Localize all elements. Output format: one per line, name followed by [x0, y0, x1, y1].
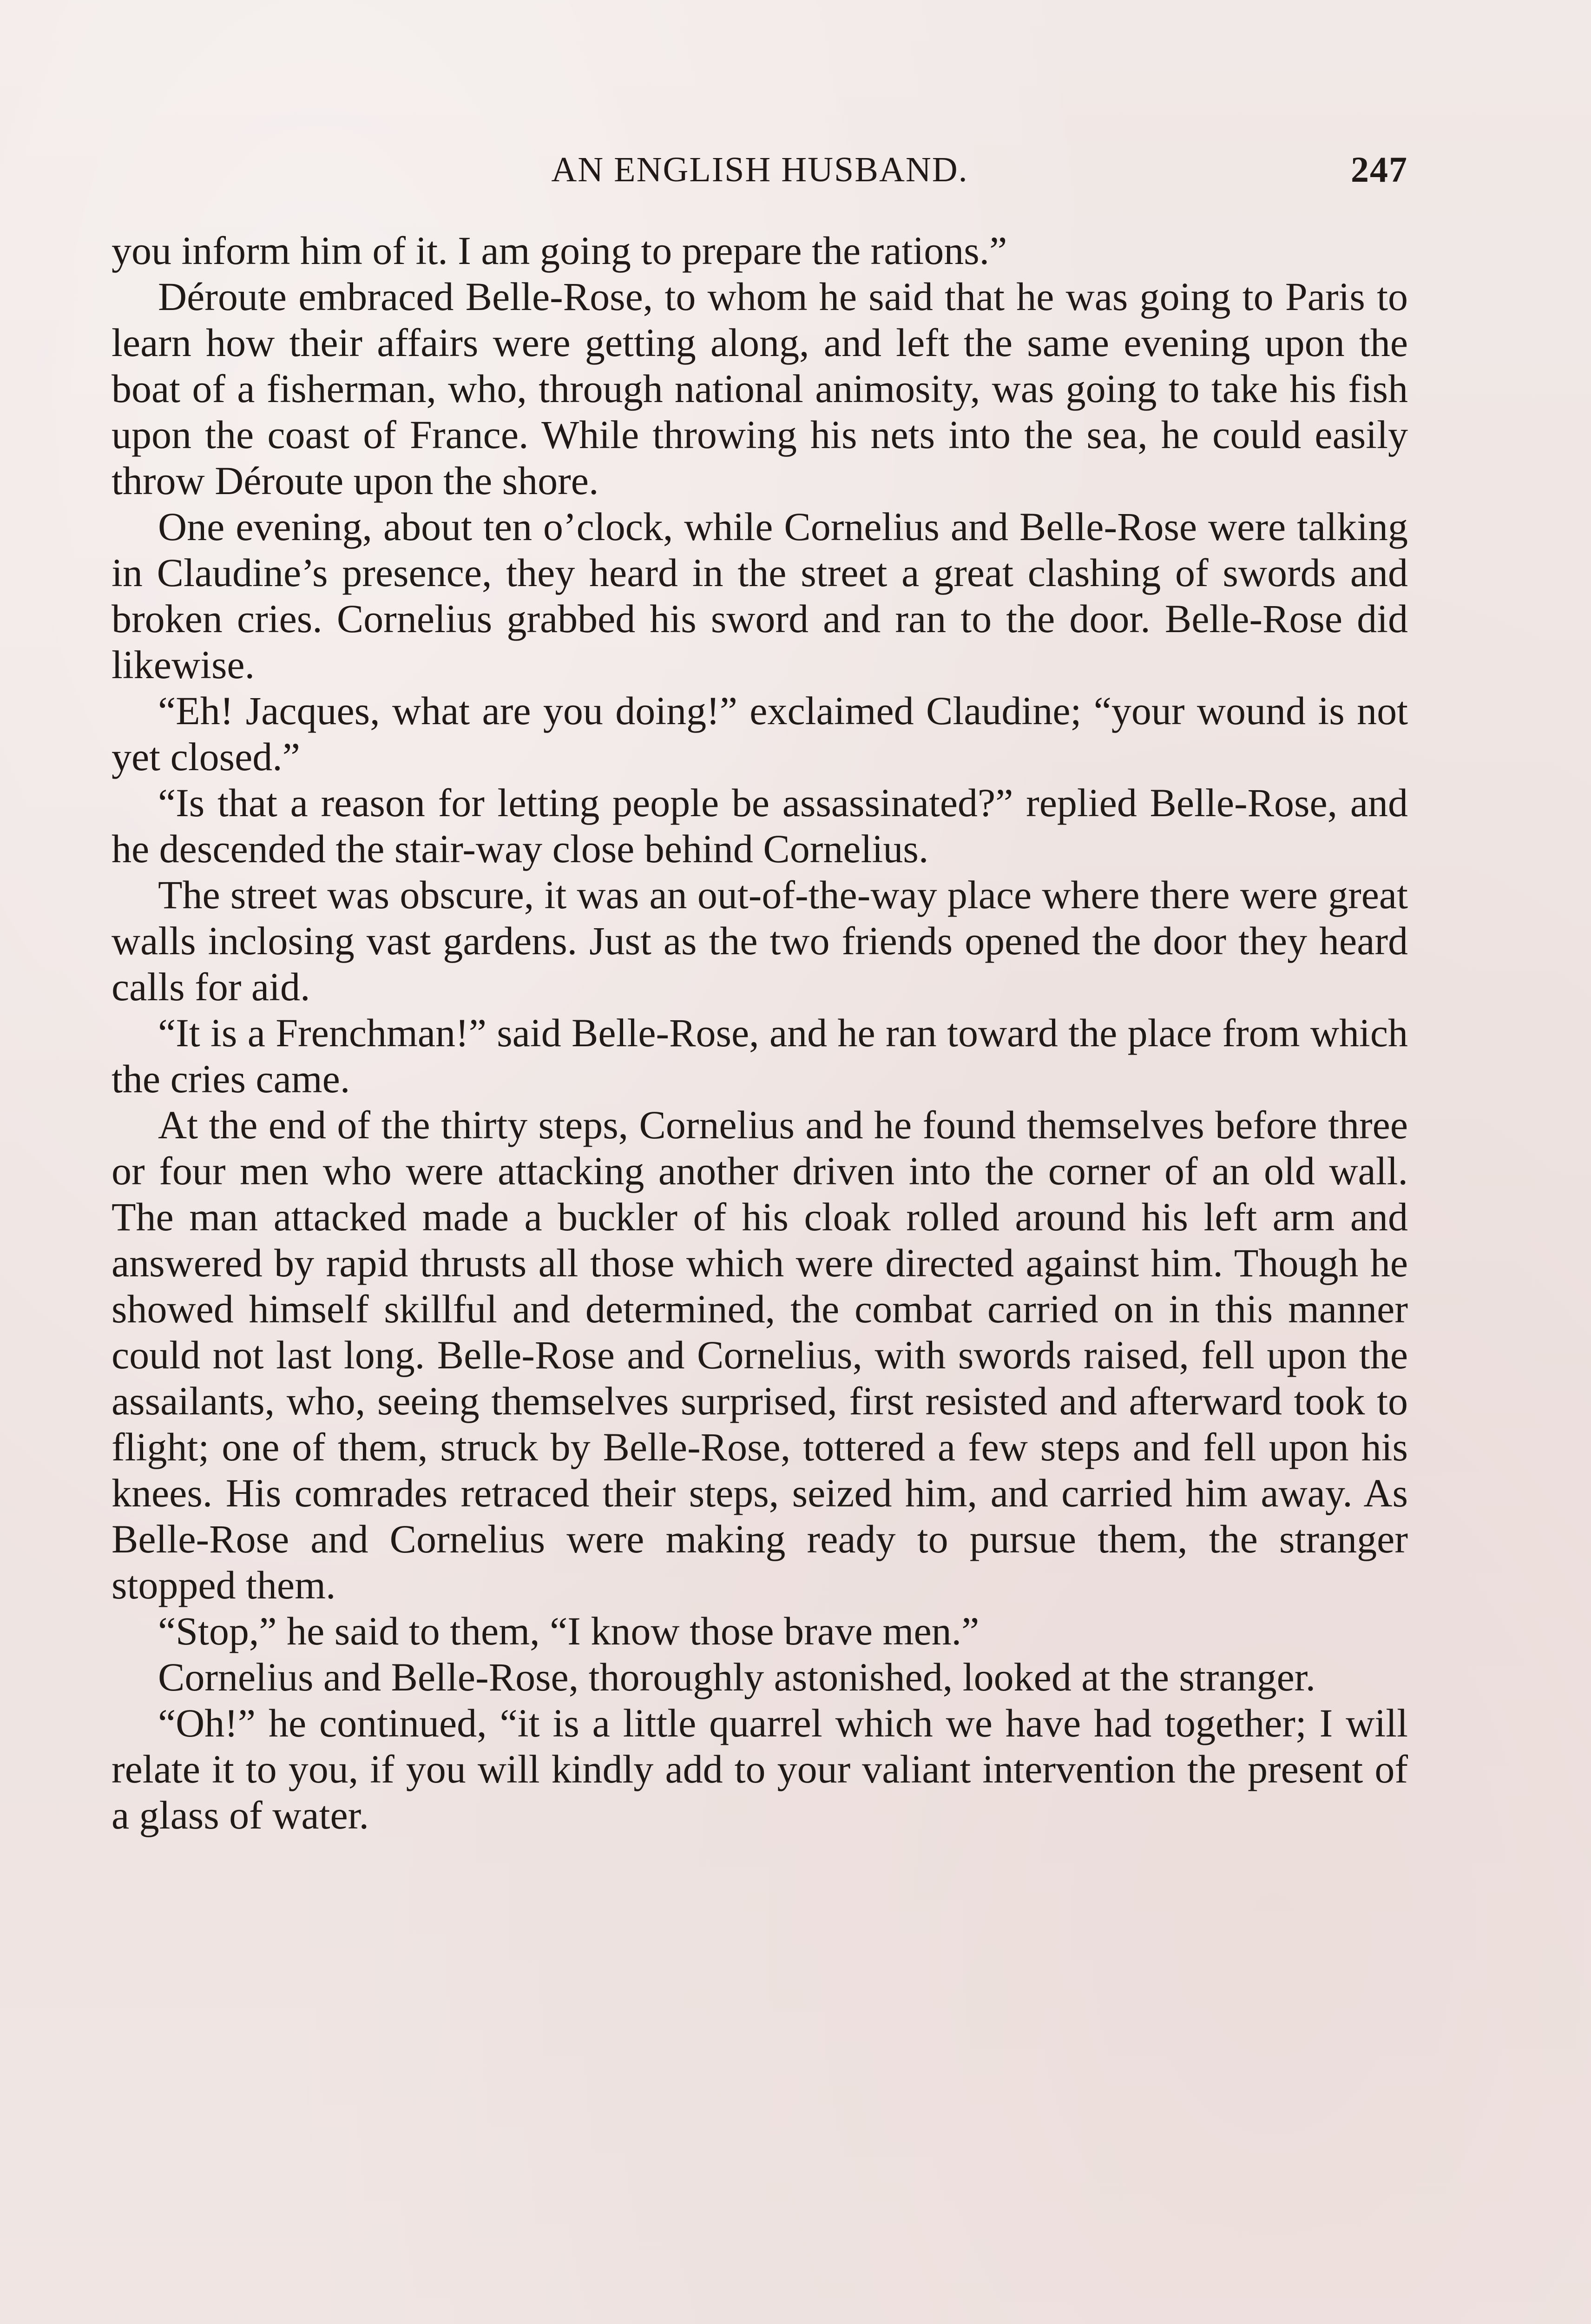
- running-head: [112, 144, 1408, 195]
- body-text: [112, 228, 1408, 1838]
- page-number: 247: [1351, 149, 1408, 190]
- paragraph: “It is a Frenchman!” said Belle-Rose, and he ran toward the place from which the cries came.: [112, 1010, 1408, 1101]
- paragraph: One evening, about ten o’clock, while Cornelius and Belle-Rose were talking in Claudine’s presence, they heard in the street a great clashing of swords and broken cries. Cornelius grabbed his sword and ran to the door. Belle-Rose did likewise.: [112, 504, 1408, 687]
- paragraph: Déroute embraced Belle-Rose, to whom he said that he was going to Paris to learn how their affairs were getting along, and left the same evening upon the boat of a fisherman, who, through national animosity, was going to take his fish upon the coast of France. While throwing his nets into the sea, he could easily throw Déroute upon the shore.: [112, 274, 1408, 503]
- paragraph: “Stop,” he said to them, “I know those brave men.”: [158, 1609, 980, 1653]
- paragraph: “Oh!” he continued, “it is a little quarrel which we have had together; I will relate it to you, if you will kindly add to your valiant intervention the present of a glass of water.: [112, 1701, 1408, 1837]
- paragraph: Cornelius and Belle-Rose, thoroughly astonished, looked at the stranger.: [158, 1655, 1316, 1699]
- running-title: AN ENGLISH HUSBAND.: [551, 150, 968, 189]
- paragraph: “Eh! Jacques, what are you doing!” exclaimed Claudine; “your wound is not yet closed.”: [112, 688, 1408, 779]
- paragraph: At the end of the thirty steps, Cornelius and he found themselves before three or four men who were attacking another driven into the corner of an old wall. The man attacked made a buckler of his cloak rolled around his left arm and answered by rapid thrusts all those which were directed against him. Though he showed himself skillful and determined, the combat carried on in this manner could not last long. Belle-Rose and Cornelius, with swords raised, fell upon the assailants, who, seeing themselves surprised, first resisted and afterward took to flight; one of them, struck by Belle-Rose, tottered a few steps and fell upon his knees. His comrades retraced their steps, seized him, and carried him away. As Belle-Rose and Cornelius were making ready to pursue them, the stranger stopped them.: [112, 1103, 1408, 1607]
- paragraph: “Is that a reason for letting people be assassinated?” replied Belle-Rose, and he descended the stair-way close behind Cornelius.: [112, 780, 1408, 871]
- paragraph: The street was obscure, it was an out-of-the-way place where there were great walls inclosing vast gardens. Just as the two friends opened the door they heard calls for aid.: [112, 872, 1408, 1009]
- paragraph: you inform him of it. I am going to prepare the rations.”: [112, 228, 1007, 273]
